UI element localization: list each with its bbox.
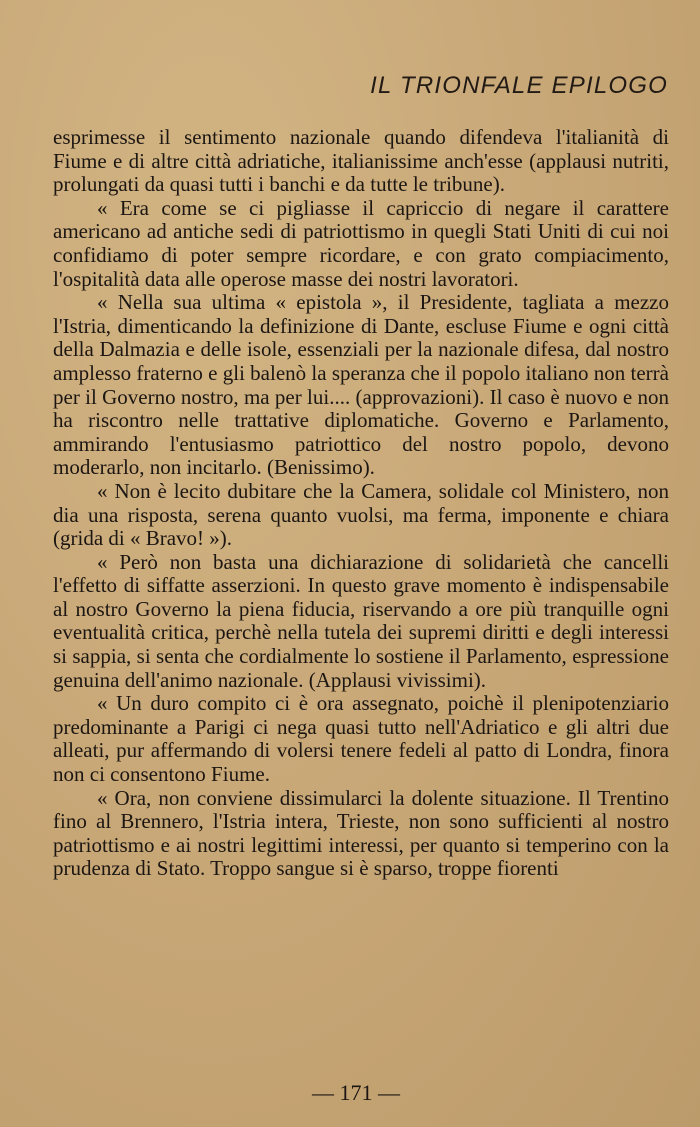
- body-text: [53, 126, 669, 881]
- paragraph: « Non è lecito dubitare che la Camera, solidale col Ministero, non dia una risposta, serena quanto vuolsi, ma ferma, imponente e chiara (grida di « Bravo! »).: [53, 478, 669, 551]
- paragraph: « Però non basta una dichiarazione di solidarietà che cancelli l'effetto di siffatte asserzioni. In questo grave momento è indispensabile al nostro Governo la piena fiducia, riservando a ore più tranquille ogni eventualità critica, perchè nella tutela dei supremi diritti e degli interessi si sappia, si senta che cordialmente lo sostiene il Parlamento, espressione genuina dell'animo nazionale. (Applausi vivissimi).: [53, 549, 669, 692]
- paragraph: « Nella sua ultima « epistola », il Presidente, tagliata a mezzo l'Istria, dimenticando la definizione di Dante, escluse Fiume e ogni città della Dalmazia e delle isole, essenziali per la nazionale difesa, dal nostro amplesso fraterno e gli balenò la speranza che il popolo italiano non terrà per il Governo nostro, ma per lui.... (approvazioni). Il caso è nuovo e non ha riscontro nelle trattative diplomatiche. Governo e Parlamento, ammirando l'entusiasmo patriottico del nostro popolo, devono moderarlo, non incitarlo. (Benissimo).: [53, 290, 669, 480]
- running-header: IL TRIONFALE EPILOGO: [370, 72, 668, 99]
- page-number: — 171 —: [312, 1080, 400, 1105]
- book-page: [40, 0, 672, 1127]
- paragraph: « Un duro compito ci è ora assegnato, poichè il plenipotenziario predominante a Parigi ci nega quasi tutto nell'Adriatico e gli altri due alleati, pur affermando di volersi tenere fedeli al patto di Londra, finora non ci consentono Fiume.: [53, 691, 669, 787]
- paragraph: esprimesse il sentimento nazionale quando difendeva l'italianità di Fiume e di altre città adriatiche, italianissime anch'esse (applausi nutriti, prolungati da quasi tutti i banchi e da tutte le tribune).: [53, 125, 669, 197]
- paragraph: « Era come se ci pigliasse il capriccio di negare il carattere americano ad antiche sedi di patriottismo in quegli Stati Uniti di cui noi confidiamo di poter sempre ricordare, e con grato compiacimento, l'ospitalità data alle operose masse dei nostri lavoratori.: [53, 195, 669, 291]
- paragraph: « Ora, non conviene dissimularci la dolente situazione. Il Trentino fino al Brennero, l'Istria intera, Trieste, non sono sufficienti al nostro patriottismo e ai nostri legittimi interessi, per quanto si temperino con la prudenza di Stato. Troppo sangue si è sparso, troppe fiorenti: [53, 785, 669, 881]
